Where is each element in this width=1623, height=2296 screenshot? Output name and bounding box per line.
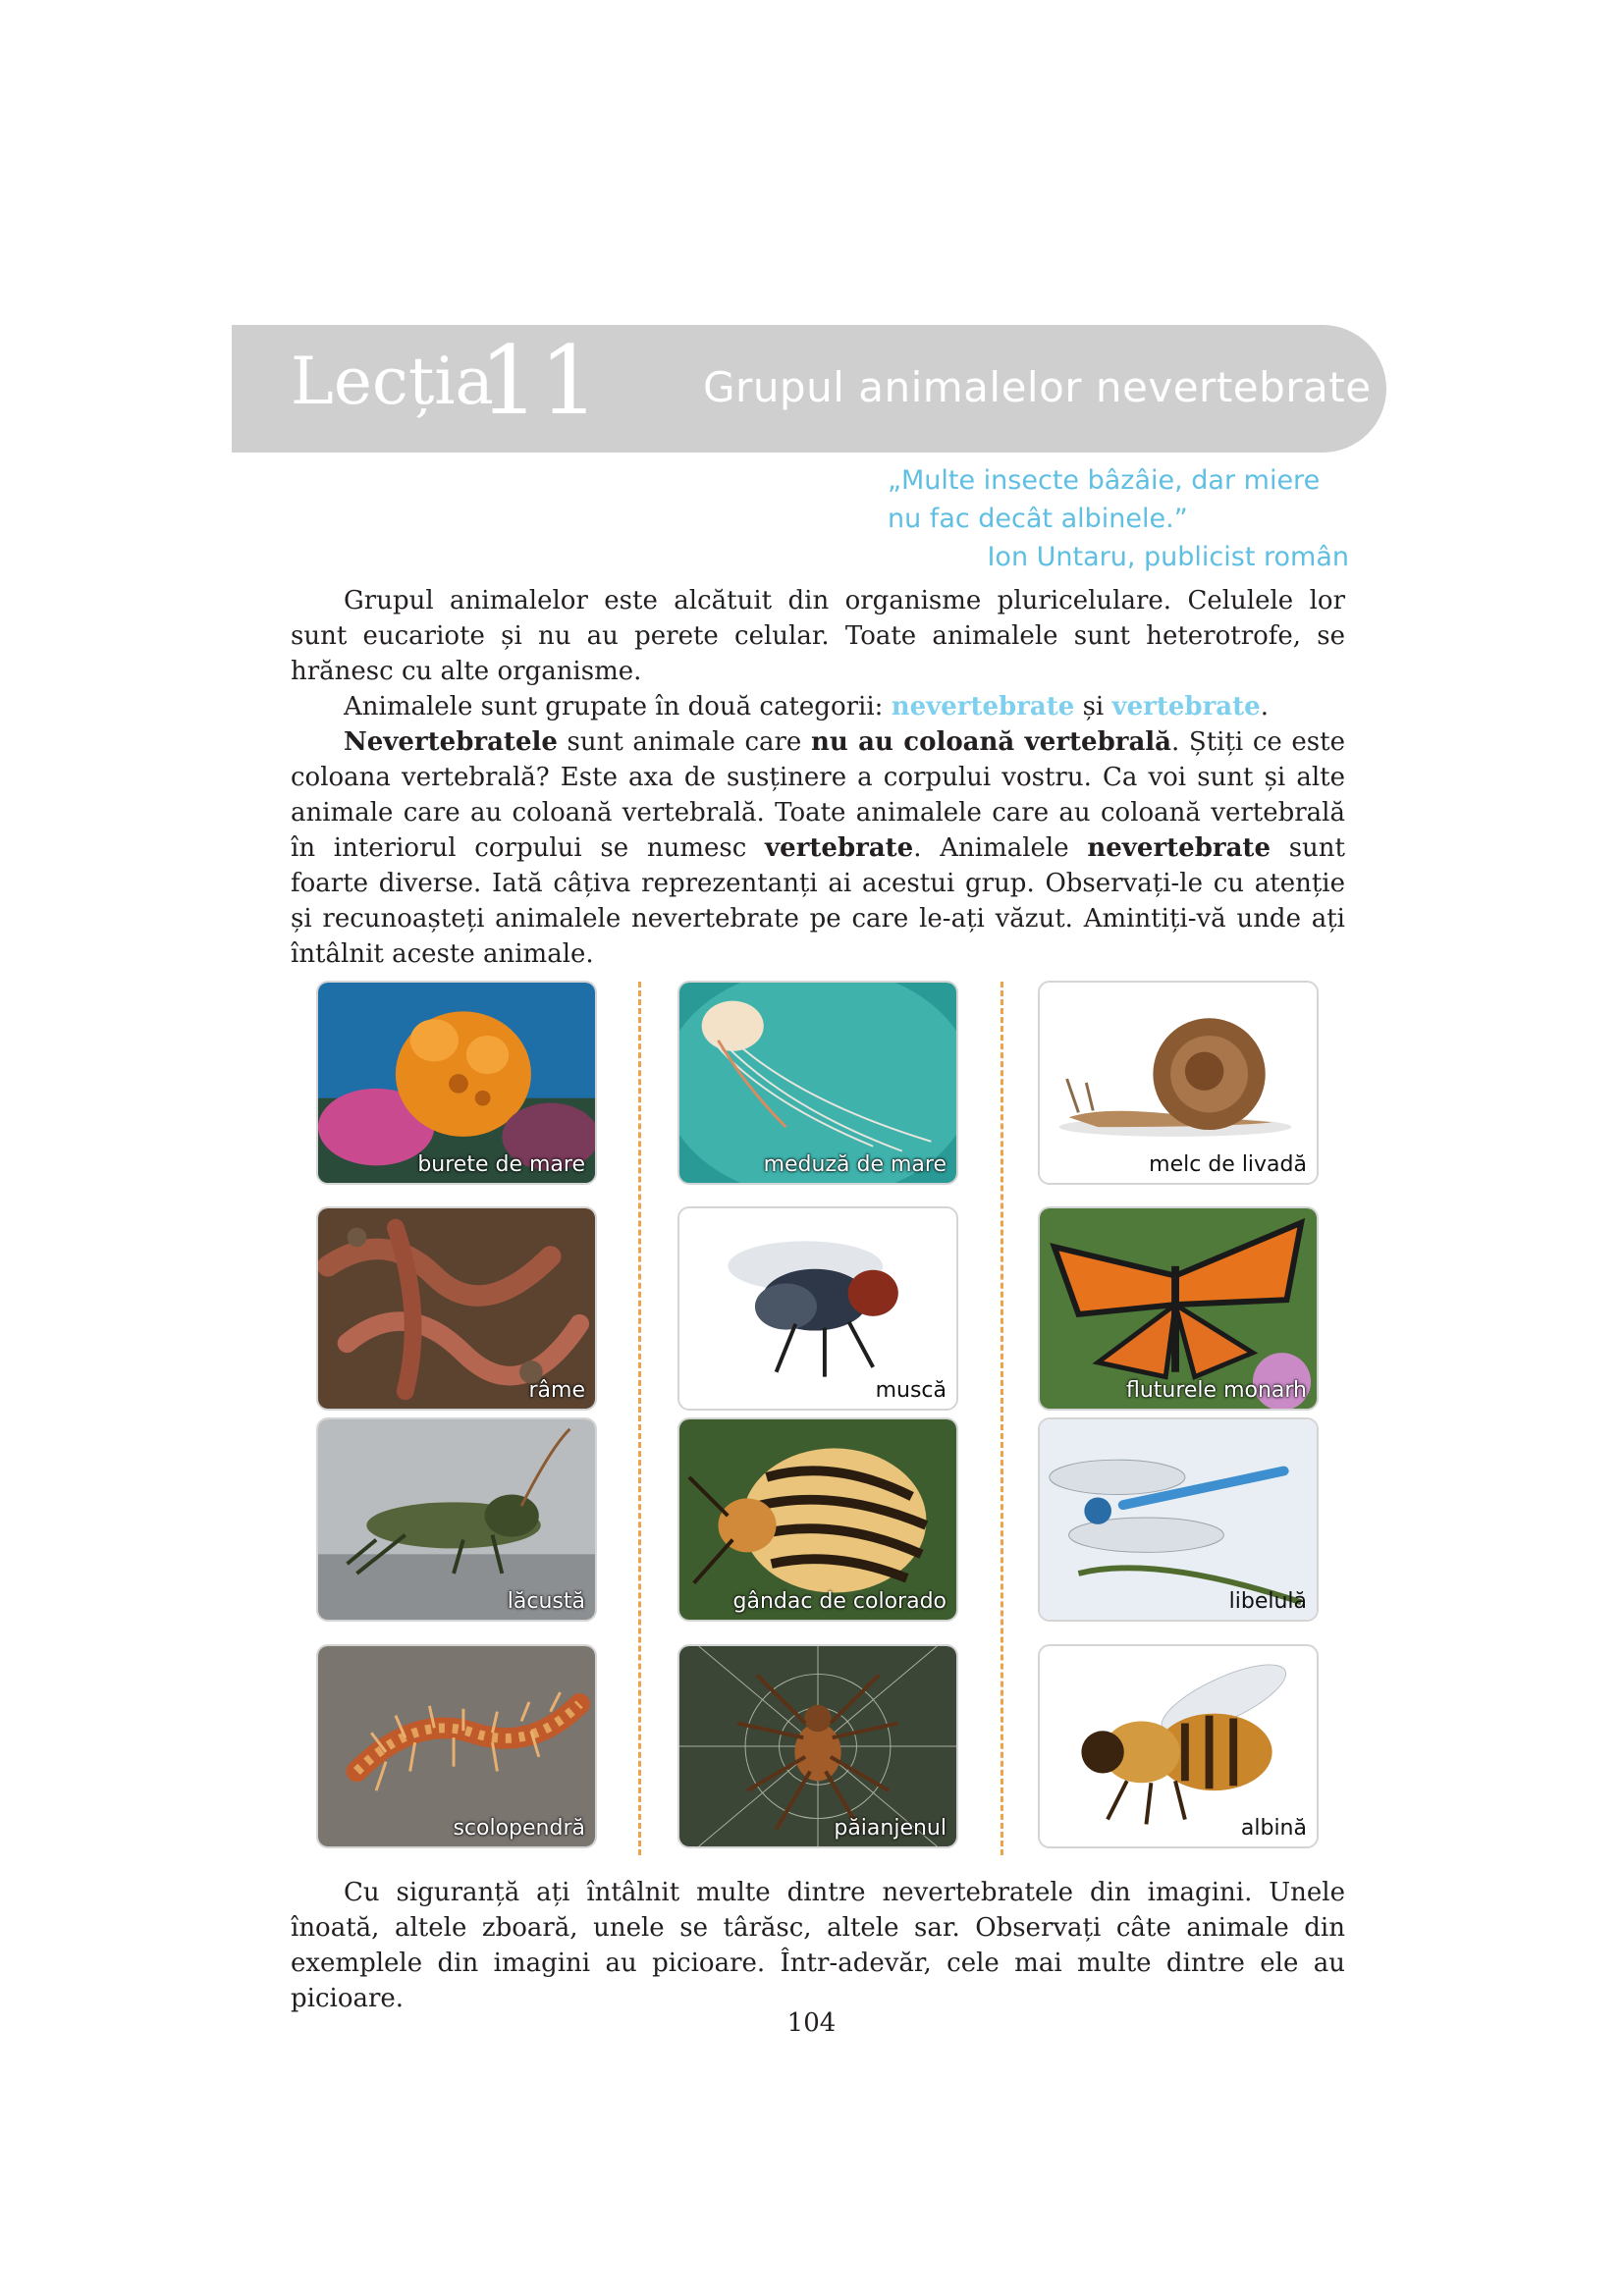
lesson-title: Grupul animalelor nevertebrate [703, 363, 1372, 411]
intro-paragraph-1: Grupul animalelor este alcătuit din organisme pluricelulare. Celulele lor sunt eucariote și nu au perete celular. Toate animalele sunt heterotrofe, se hrănesc cu alte organisme. [291, 586, 1345, 686]
photo-grasshopper [316, 1417, 597, 1622]
label-lacusta: lăcustă [507, 1589, 585, 1614]
lesson-word: Lecția [291, 344, 494, 419]
quote-line-1: „Multe insecte bâzâie, dar miere [888, 465, 1321, 496]
photo-dragonfly [1038, 1417, 1319, 1622]
photo-jellyfish [677, 981, 958, 1185]
label-rame: râme [528, 1378, 585, 1403]
label-fluture: fluturele monarh [1125, 1378, 1307, 1403]
label-libelula: libelulă [1228, 1589, 1307, 1614]
epigraph-quote [888, 461, 1349, 576]
quote-author: Ion Untaru, publicist român [987, 542, 1349, 572]
photo-fly [677, 1206, 958, 1411]
column-divider-1 [638, 982, 641, 1855]
lesson-number: 11 [479, 326, 600, 436]
term-vertebrate: vertebrate [1111, 692, 1261, 721]
intro-text [291, 583, 1345, 972]
label-musca: muscă [875, 1378, 947, 1403]
photo-sea-sponge [316, 981, 597, 1185]
photo-snail [1038, 981, 1319, 1185]
photo-bee [1038, 1644, 1319, 1848]
photo-spider [677, 1644, 958, 1848]
label-gandac: gândac de colorado [732, 1589, 947, 1614]
label-melc: melc de livadă [1149, 1152, 1307, 1177]
term-nevertebrate: nevertebrate [891, 692, 1075, 721]
photo-monarch-butterfly [1038, 1206, 1319, 1411]
photo-earthworms [316, 1206, 597, 1411]
closing-paragraph: Cu siguranță ați întâlnit multe dintre nevertebratele din imagini. Unele înoată, altele zboară, unele se târăsc, altele sar. Observați câte animale din exemplele din imagini au picioare. Într-adevăr, cele mai multe dintre ele au picioare. [291, 1878, 1345, 2013]
photo-colorado-beetle [677, 1417, 958, 1622]
page-number: 104 [786, 2008, 837, 2038]
label-burete: burete de mare [417, 1152, 585, 1177]
label-meduza: meduză de mare [763, 1152, 947, 1177]
intro-paragraph-3: Nevertebratele sunt animale care nu au coloană vertebrală. Știți ce este coloana vertebrală? Este axa de susținere a corpului vostru. Ca voi sunt și alte animale care au coloană vertebrală. Toate animalele care au coloană vertebrală în interiorul corpului se numesc vertebrate. Animalele nevertebrate sunt foarte diverse. Iată câțiva reprezentanți ai acestui grup. Observați-le cu atenție și recunoașteți animalele nevertebrate pe care le-ați văzut. Amintiți-vă unde ați întâlnit aceste animale. [291, 727, 1345, 969]
label-albina: albină [1240, 1816, 1307, 1841]
photo-centipede [316, 1644, 597, 1848]
intro-paragraph-2: Animalele sunt grupate în două categorii: nevertebrate și vertebrate. [344, 692, 1269, 721]
closing-text [291, 1875, 1345, 2016]
label-scolopendra: scolopendră [453, 1816, 585, 1841]
quote-line-2: nu fac decât albinele.” [888, 504, 1188, 534]
label-paianjen: păianjenul [834, 1816, 947, 1841]
column-divider-2 [1001, 982, 1003, 1855]
